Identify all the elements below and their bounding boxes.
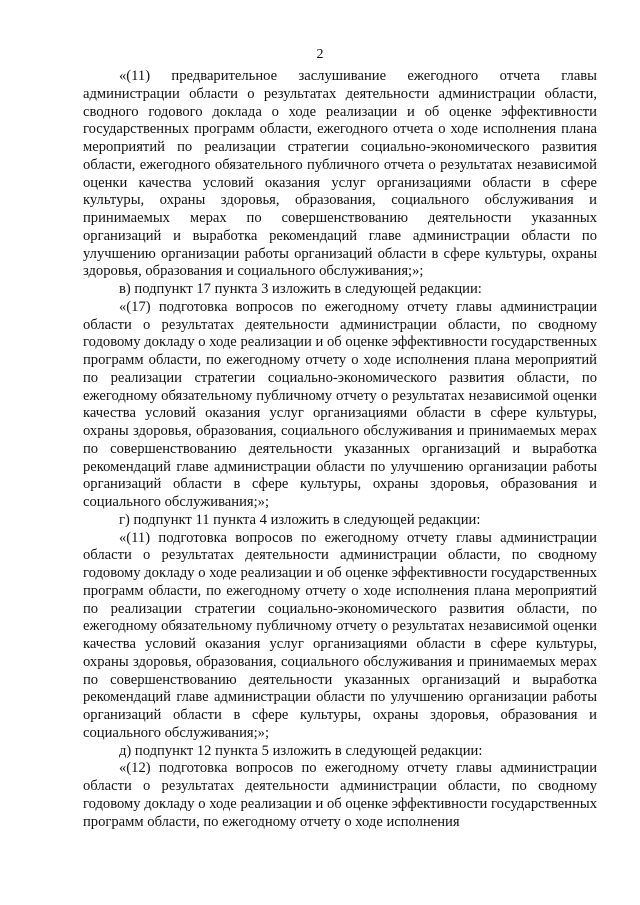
page-number: 2 — [316, 47, 324, 62]
paragraph-item-11-text: «(11) предварительное заслушивание ежегодного отчета главы администрации области о результатах деятельности администрации области, сводного годового доклада о ходе реализации и об оценке эффективности государственных программ области, ежегодного отчета о ходе исполнения плана мероприятий по реализации стратегии социально-экономического развития области, ежегодного обязательного публичного отчета о результатах независимой оценки качества условий оказания услуг организациями области в сфере культуры, охраны здоровья, образования, социального обслуживания и принимаемых мерах по совершенствованию деятельности указанных организаций и выработка рекомендаций главе администрации области по улучшению организации работы организаций области в сфере культуры, охраны здоровья, образования и социального обслуживания;»; — [83, 68, 597, 280]
paragraph-item-12-text: «(12) подготовка вопросов по ежегодному отчету главы администрации области о результатах деятельности администрации области, по сводному годовому докладу о ходе реализации и об оценке эффективности государственных программ области, по ежегодному отчету о ходе исполнения — [83, 760, 597, 830]
paragraph-item-11-point-4-text: «(11) подготовка вопросов по ежегодному отчету главы администрации области о результатах деятельности администрации области, по сводному годовому докладу о ходе реализации и об оценке эффективности государственных программ области, по ежегодному отчету о ходе исполнения плана мероприятий по реализации стратегии социально-экономического развития области, по ежегодному обязательному публичному отчету о результатах независимой оценки качества условий оказания услуг организациями области в сфере культуры, охраны здоровья, образования, социального обслуживания и принимаемых мерах по совершенствованию деятельности указанных организаций и выработка рекомендаций главе администрации области по улучшению организации работы организаций области в сфере культуры, охраны здоровья, образования и социального обслуживания;»; — [83, 529, 597, 741]
paragraph-amendment-v: в) подпункт 17 пункта 3 изложить в следующей редакции: — [119, 281, 482, 297]
paragraph-amendment-d: д) подпункт 12 пункта 5 изложить в следующей редакции: — [119, 742, 483, 759]
document-body — [83, 68, 597, 831]
paragraph-item-17-text: «(17) подготовка вопросов по ежегодному отчету главы администрации области о результатах деятельности администрации области, по сводному годовому докладу о ходе реализации и об оценке эффективности государственных программ области, по ежегодному отчету о ходе исполнения плана мероприятий по реализации стратегии социально-экономического развития области, по ежегодному обязательному публичному отчету о результатах независимой оценки качества условий оказания услуг организациями области в сфере культуры, охраны здоровья, образования, социального обслуживания и принимаемых мерах по совершенствованию деятельности указанных организаций и выработка рекомендаций главе администрации области по улучшению организации работы организаций области в сфере культуры, охраны здоровья, образования и социального обслуживания;»; — [83, 298, 597, 510]
paragraph-amendment-g: г) подпункт 11 пункта 4 изложить в следующей редакции: — [119, 511, 481, 528]
